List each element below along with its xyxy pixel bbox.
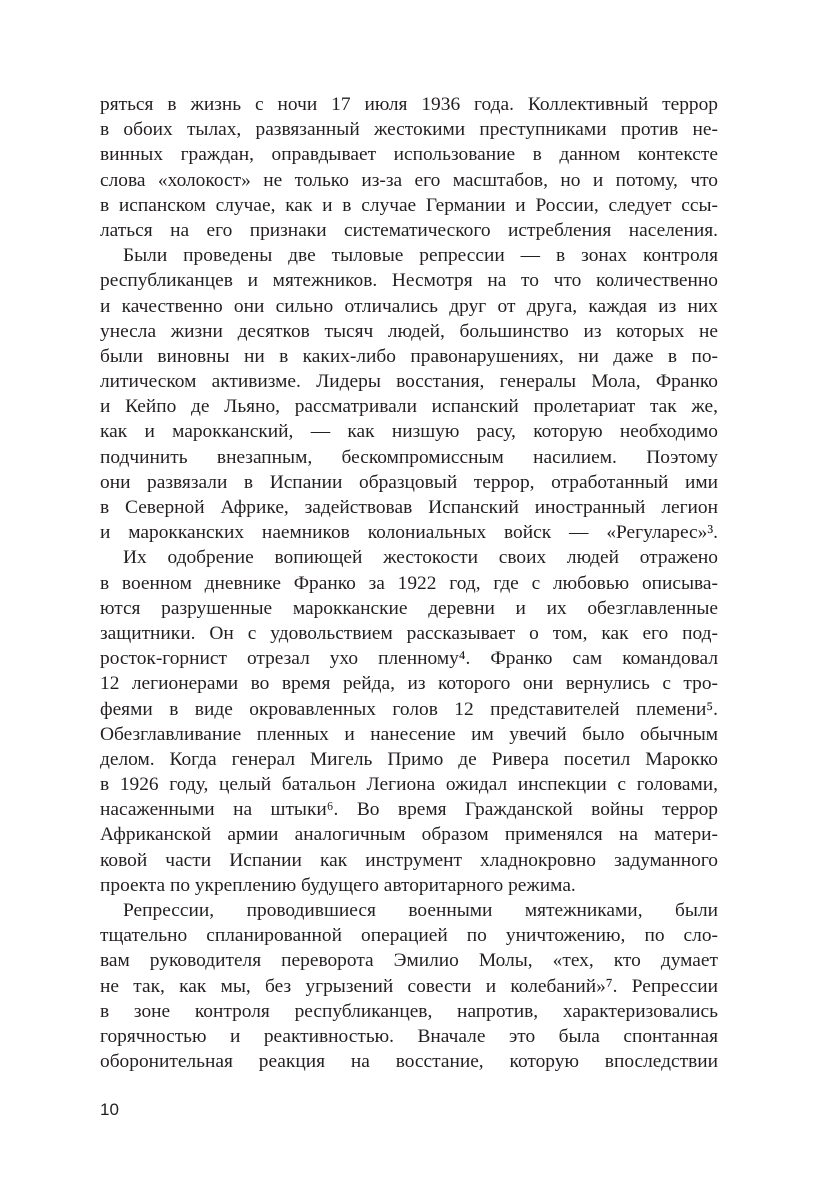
text-line: подчинить внезапным, бескомпромиссным насилием. Поэтому — [100, 446, 718, 468]
text-line: Африканской армии аналогичным образом применялся на матери- — [100, 824, 718, 846]
paragraph — [100, 898, 718, 1074]
text-line: унесла жизни десятков тысяч людей, большинство из которых не — [100, 320, 718, 342]
text-line: горячностью и реактивностью. Вначале это была спонтанная — [100, 1025, 718, 1047]
text-line: не так, как мы, без угрызений совести и колебаний»⁷. Репрессии — [100, 975, 718, 997]
text-line: в обоих тылах, развязанный жестокими преступниками против не- — [100, 119, 718, 141]
text-line: делом. Когда генерал Мигель Примо де Ривера посетил Марокко — [100, 748, 718, 770]
text-line: тщательно спланированной операцией по уничтожению, по сло- — [100, 925, 718, 947]
text-line: слова «холокост» не только из-за его масштабов, но и потому, что — [100, 169, 718, 191]
text-line: в Северной Африке, задействовав Испанский иностранный легион — [100, 497, 718, 518]
paragraph — [100, 243, 718, 545]
page-body-text — [100, 92, 718, 1074]
text-line: они развязали в Испании образцовый террор, отработанный ими — [100, 471, 718, 493]
text-line: в испанском случае, как и в случае Германии и России, следует ссы- — [100, 194, 718, 216]
text-line: и Кейпо де Льяно, рассматривали испанский пролетариат так же, — [100, 396, 718, 418]
text-line: винных граждан, оправдывает использование в данном контексте — [100, 144, 718, 166]
text-line: ряться в жизнь с ночи 17 июля 1936 года. Коллективный террор — [100, 94, 718, 115]
text-line: феями в виде окровавленных голов 12 представителей племени⁵. — [100, 698, 718, 720]
text-line: Обезглавливание пленных и нанесение им увечий было обычным — [100, 723, 718, 745]
paragraph — [100, 545, 718, 898]
text-line: росток-горнист отрезал ухо пленному⁴. Франко сам командовал — [100, 648, 718, 670]
text-line: республиканцев и мятежников. Несмотря на то что количественно — [100, 270, 718, 292]
text-line: Были проведены две тыловые репрессии — в зонах контроля — [123, 245, 718, 267]
text-line: в зоне контроля республиканцев, напротив, характеризовались — [100, 1000, 718, 1022]
page-number: 10 — [100, 1100, 119, 1119]
text-line: латься на его признаки систематического истребления населения. — [100, 219, 718, 241]
paragraph — [100, 92, 718, 243]
text-line: и марокканских наемников колониальных войск — «Регуларес»³. — [100, 522, 718, 544]
text-line: в 1926 году, целый батальон Легиона ожидал инспекции с головами, — [100, 774, 718, 796]
text-line: и качественно они сильно отличались друг от друга, каждая из них — [100, 295, 718, 317]
text-line: оборонительная реакция на восстание, которую впоследствии — [100, 1051, 718, 1073]
text-line: защитники. Он с удовольствием рассказывает о том, как его под- — [100, 622, 718, 644]
text-line: как и марокканский, — как низшую расу, которую необходимо — [100, 421, 718, 443]
text-line: Их одобрение вопиющей жестокости своих людей отражено — [123, 547, 718, 569]
text-line: насаженными на штыки⁶. Во время Гражданской войны террор — [100, 799, 718, 821]
text-line: проекта по укреплению будущего авторитарного режима. — [100, 874, 576, 896]
text-line: в военном дневнике Франко за 1922 год, где с любовью описыва- — [100, 572, 718, 594]
text-line: ковой части Испании как инструмент хладнокровно задуманного — [100, 849, 718, 871]
text-line: вам руководителя переворота Эмилио Молы, «тех, кто думает — [100, 950, 718, 972]
text-line: Репрессии, проводившиеся военными мятежниками, были — [123, 900, 718, 921]
text-line: 12 легионерами во время рейда, из которого они вернулись с тро- — [100, 673, 718, 695]
text-line: литическом активизме. Лидеры восстания, генералы Мола, Франко — [100, 371, 718, 393]
text-line: были виновны ни в каких-либо правонарушениях, ни даже в по- — [100, 345, 718, 367]
text-line: ются разрушенные марокканские деревни и их обезглавленные — [100, 597, 718, 619]
